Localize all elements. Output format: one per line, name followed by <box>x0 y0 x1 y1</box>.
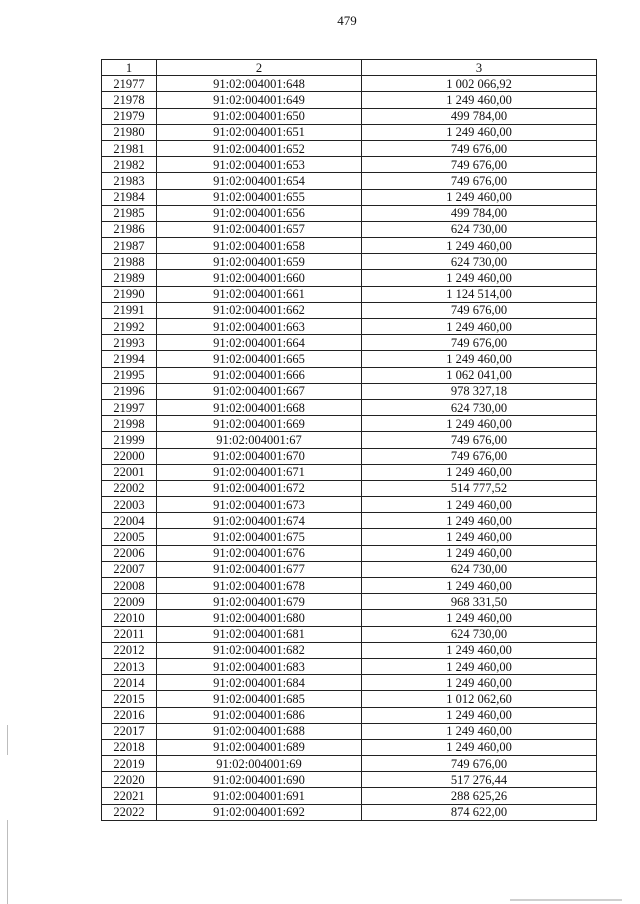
amount-cell: 1 249 460,00 <box>362 578 597 594</box>
cadastral-number-cell: 91:02:004001:668 <box>157 399 362 415</box>
cadastral-number-cell: 91:02:004001:665 <box>157 351 362 367</box>
amount-cell: 624 730,00 <box>362 221 597 237</box>
row-number-cell: 21981 <box>102 140 157 156</box>
cadastral-number-cell: 91:02:004001:669 <box>157 416 362 432</box>
amount-cell: 517 276,44 <box>362 772 597 788</box>
table-row <box>102 254 597 270</box>
row-number-cell: 22014 <box>102 675 157 691</box>
row-number-cell: 21987 <box>102 238 157 254</box>
amount-cell: 1 249 460,00 <box>362 513 597 529</box>
row-number-cell: 21991 <box>102 302 157 318</box>
row-number-cell: 21995 <box>102 367 157 383</box>
row-number-cell: 22017 <box>102 723 157 739</box>
amount-cell: 1 062 041,00 <box>362 367 597 383</box>
cadastral-number-cell: 91:02:004001:657 <box>157 221 362 237</box>
table-row <box>102 108 597 124</box>
row-number-cell: 21986 <box>102 221 157 237</box>
table-row <box>102 739 597 755</box>
amount-cell: 624 730,00 <box>362 561 597 577</box>
amount-cell: 749 676,00 <box>362 157 597 173</box>
amount-cell: 1 249 460,00 <box>362 610 597 626</box>
cadastral-number-cell: 91:02:004001:69 <box>157 756 362 772</box>
table-body <box>102 76 597 821</box>
row-number-cell: 22003 <box>102 497 157 513</box>
row-number-cell: 21984 <box>102 189 157 205</box>
row-number-cell: 21980 <box>102 124 157 140</box>
amount-cell: 1 249 460,00 <box>362 642 597 658</box>
data-table-container <box>101 59 596 821</box>
cadastral-number-cell: 91:02:004001:648 <box>157 76 362 92</box>
table-row <box>102 578 597 594</box>
cadastral-number-cell: 91:02:004001:671 <box>157 464 362 480</box>
table-row <box>102 513 597 529</box>
table-row <box>102 675 597 691</box>
scan-edge-mark <box>7 820 8 904</box>
amount-cell: 1 249 460,00 <box>362 319 597 335</box>
cadastral-number-cell: 91:02:004001:679 <box>157 594 362 610</box>
amount-cell: 499 784,00 <box>362 205 597 221</box>
row-number-cell: 21993 <box>102 335 157 351</box>
cadastral-number-cell: 91:02:004001:662 <box>157 302 362 318</box>
amount-cell: 1 012 062,60 <box>362 691 597 707</box>
cadastral-number-cell: 91:02:004001:658 <box>157 238 362 254</box>
table-row <box>102 173 597 189</box>
cadastral-number-cell: 91:02:004001:675 <box>157 529 362 545</box>
row-number-cell: 21989 <box>102 270 157 286</box>
row-number-cell: 22013 <box>102 658 157 674</box>
table-row <box>102 92 597 108</box>
table-row <box>102 270 597 286</box>
amount-cell: 1 249 460,00 <box>362 189 597 205</box>
table-row <box>102 140 597 156</box>
amount-cell: 1 249 460,00 <box>362 238 597 254</box>
table-row <box>102 189 597 205</box>
page-number: 479 <box>337 13 357 28</box>
amount-cell: 749 676,00 <box>362 448 597 464</box>
row-number-cell: 22022 <box>102 804 157 820</box>
cadastral-number-cell: 91:02:004001:684 <box>157 675 362 691</box>
cadastral-number-cell: 91:02:004001:680 <box>157 610 362 626</box>
amount-cell: 1 124 514,00 <box>362 286 597 302</box>
amount-cell: 624 730,00 <box>362 626 597 642</box>
table-row <box>102 529 597 545</box>
header-row <box>102 60 597 76</box>
table-row <box>102 367 597 383</box>
row-number-cell: 21996 <box>102 383 157 399</box>
table-row <box>102 691 597 707</box>
table-row <box>102 642 597 658</box>
cadastral-number-cell: 91:02:004001:666 <box>157 367 362 383</box>
row-number-cell: 21998 <box>102 416 157 432</box>
amount-cell: 749 676,00 <box>362 302 597 318</box>
row-number-cell: 21985 <box>102 205 157 221</box>
amount-cell: 978 327,18 <box>362 383 597 399</box>
row-number-cell: 21978 <box>102 92 157 108</box>
table-row <box>102 610 597 626</box>
amount-cell: 749 676,00 <box>362 756 597 772</box>
amount-cell: 1 249 460,00 <box>362 497 597 513</box>
cadastral-number-cell: 91:02:004001:670 <box>157 448 362 464</box>
cadastral-number-cell: 91:02:004001:654 <box>157 173 362 189</box>
amount-cell: 1 249 460,00 <box>362 464 597 480</box>
cadastral-number-cell: 91:02:004001:653 <box>157 157 362 173</box>
row-number-cell: 22006 <box>102 545 157 561</box>
data-table <box>101 59 597 821</box>
table-row <box>102 497 597 513</box>
amount-cell: 968 331,50 <box>362 594 597 610</box>
row-number-cell: 22021 <box>102 788 157 804</box>
amount-cell: 1 249 460,00 <box>362 351 597 367</box>
row-number-cell: 22007 <box>102 561 157 577</box>
table-row <box>102 205 597 221</box>
footer-rule <box>510 899 622 901</box>
cadastral-number-cell: 91:02:004001:655 <box>157 189 362 205</box>
cadastral-number-cell: 91:02:004001:678 <box>157 578 362 594</box>
table-row <box>102 723 597 739</box>
amount-cell: 1 249 460,00 <box>362 658 597 674</box>
amount-cell: 288 625,26 <box>362 788 597 804</box>
amount-cell: 1 002 066,92 <box>362 76 597 92</box>
row-number-cell: 22015 <box>102 691 157 707</box>
table-row <box>102 76 597 92</box>
table-row <box>102 302 597 318</box>
amount-cell: 874 622,00 <box>362 804 597 820</box>
cadastral-number-cell: 91:02:004001:664 <box>157 335 362 351</box>
row-number-cell: 21990 <box>102 286 157 302</box>
cadastral-number-cell: 91:02:004001:673 <box>157 497 362 513</box>
amount-cell: 1 249 460,00 <box>362 739 597 755</box>
table-row <box>102 399 597 415</box>
cadastral-number-cell: 91:02:004001:677 <box>157 561 362 577</box>
scan-edge-mark <box>7 725 8 755</box>
amount-cell: 514 777,52 <box>362 480 597 496</box>
table-row <box>102 561 597 577</box>
table-row <box>102 432 597 448</box>
row-number-cell: 21988 <box>102 254 157 270</box>
amount-cell: 1 249 460,00 <box>362 416 597 432</box>
cadastral-number-cell: 91:02:004001:683 <box>157 658 362 674</box>
cadastral-number-cell: 91:02:004001:692 <box>157 804 362 820</box>
cadastral-number-cell: 91:02:004001:686 <box>157 707 362 723</box>
table-row <box>102 594 597 610</box>
amount-cell: 1 249 460,00 <box>362 529 597 545</box>
amount-cell: 1 249 460,00 <box>362 92 597 108</box>
table-row <box>102 658 597 674</box>
cadastral-number-cell: 91:02:004001:67 <box>157 432 362 448</box>
amount-cell: 1 249 460,00 <box>362 675 597 691</box>
table-row <box>102 464 597 480</box>
cadastral-number-cell: 91:02:004001:650 <box>157 108 362 124</box>
table-row <box>102 124 597 140</box>
cadastral-number-cell: 91:02:004001:681 <box>157 626 362 642</box>
cadastral-number-cell: 91:02:004001:652 <box>157 140 362 156</box>
table-row <box>102 286 597 302</box>
table-row <box>102 221 597 237</box>
cadastral-number-cell: 91:02:004001:685 <box>157 691 362 707</box>
cadastral-number-cell: 91:02:004001:663 <box>157 319 362 335</box>
amount-cell: 1 249 460,00 <box>362 124 597 140</box>
column-header-1: 1 <box>102 60 157 76</box>
row-number-cell: 22016 <box>102 707 157 723</box>
row-number-cell: 22001 <box>102 464 157 480</box>
row-number-cell: 21979 <box>102 108 157 124</box>
table-row <box>102 448 597 464</box>
row-number-cell: 22020 <box>102 772 157 788</box>
table-row <box>102 319 597 335</box>
row-number-cell: 22008 <box>102 578 157 594</box>
row-number-cell: 21997 <box>102 399 157 415</box>
row-number-cell: 22002 <box>102 480 157 496</box>
amount-cell: 749 676,00 <box>362 335 597 351</box>
table-row <box>102 335 597 351</box>
cadastral-number-cell: 91:02:004001:676 <box>157 545 362 561</box>
amount-cell: 749 676,00 <box>362 432 597 448</box>
table-row <box>102 157 597 173</box>
amount-cell: 499 784,00 <box>362 108 597 124</box>
column-header-2: 2 <box>157 60 362 76</box>
amount-cell: 749 676,00 <box>362 173 597 189</box>
amount-cell: 1 249 460,00 <box>362 545 597 561</box>
amount-cell: 624 730,00 <box>362 254 597 270</box>
row-number-cell: 22011 <box>102 626 157 642</box>
row-number-cell: 22018 <box>102 739 157 755</box>
row-number-cell: 22009 <box>102 594 157 610</box>
cadastral-number-cell: 91:02:004001:656 <box>157 205 362 221</box>
amount-cell: 1 249 460,00 <box>362 270 597 286</box>
cadastral-number-cell: 91:02:004001:682 <box>157 642 362 658</box>
cadastral-number-cell: 91:02:004001:691 <box>157 788 362 804</box>
table-row <box>102 416 597 432</box>
cadastral-number-cell: 91:02:004001:689 <box>157 739 362 755</box>
row-number-cell: 22000 <box>102 448 157 464</box>
row-number-cell: 22012 <box>102 642 157 658</box>
cadastral-number-cell: 91:02:004001:688 <box>157 723 362 739</box>
cadastral-number-cell: 91:02:004001:649 <box>157 92 362 108</box>
column-header-3: 3 <box>362 60 597 76</box>
row-number-cell: 22010 <box>102 610 157 626</box>
row-number-cell: 22019 <box>102 756 157 772</box>
row-number-cell: 21982 <box>102 157 157 173</box>
cadastral-number-cell: 91:02:004001:672 <box>157 480 362 496</box>
row-number-cell: 21999 <box>102 432 157 448</box>
cadastral-number-cell: 91:02:004001:651 <box>157 124 362 140</box>
table-row <box>102 756 597 772</box>
amount-cell: 624 730,00 <box>362 399 597 415</box>
table-row <box>102 707 597 723</box>
table-row <box>102 804 597 820</box>
cadastral-number-cell: 91:02:004001:690 <box>157 772 362 788</box>
table-row <box>102 626 597 642</box>
row-number-cell: 21983 <box>102 173 157 189</box>
table-row <box>102 238 597 254</box>
table-row <box>102 351 597 367</box>
table-row <box>102 480 597 496</box>
cadastral-number-cell: 91:02:004001:660 <box>157 270 362 286</box>
table-header <box>102 60 597 76</box>
table-row <box>102 383 597 399</box>
cadastral-number-cell: 91:02:004001:659 <box>157 254 362 270</box>
table-row <box>102 545 597 561</box>
row-number-cell: 22004 <box>102 513 157 529</box>
row-number-cell: 21992 <box>102 319 157 335</box>
amount-cell: 1 249 460,00 <box>362 707 597 723</box>
amount-cell: 1 249 460,00 <box>362 723 597 739</box>
cadastral-number-cell: 91:02:004001:661 <box>157 286 362 302</box>
cadastral-number-cell: 91:02:004001:674 <box>157 513 362 529</box>
cadastral-number-cell: 91:02:004001:667 <box>157 383 362 399</box>
table-row <box>102 788 597 804</box>
amount-cell: 749 676,00 <box>362 140 597 156</box>
row-number-cell: 21977 <box>102 76 157 92</box>
row-number-cell: 22005 <box>102 529 157 545</box>
table-row <box>102 772 597 788</box>
row-number-cell: 21994 <box>102 351 157 367</box>
